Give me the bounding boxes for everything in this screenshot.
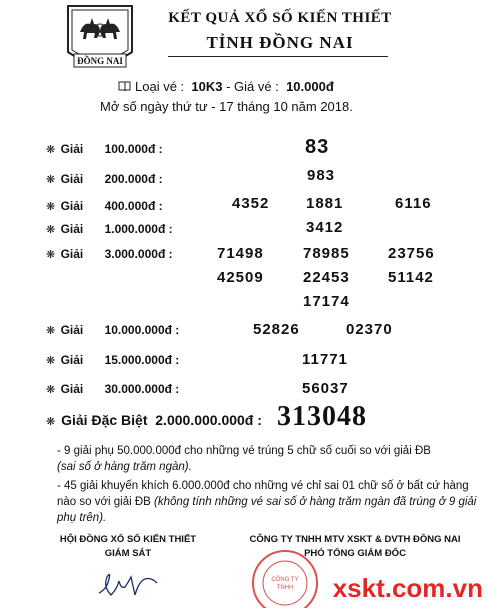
prize-number: 17174 [303,293,350,310]
document-title: KẾT QUẢ XỔ SỐ KIẾN THIẾT [168,10,392,26]
company-role: PHÓ TỔNG GIÁM ĐỐC [304,548,406,559]
prize-number: 11771 [302,351,348,368]
prize-number: 23756 [388,245,435,262]
prize-number: 4352 [232,195,270,212]
star-icon: ❋ [46,325,56,337]
ticket-code: 10K3 [191,79,223,94]
prize-number: 3412 [306,219,344,236]
svg-text:TNHH: TNHH [276,585,294,591]
ticket-price: 10.000đ [286,79,334,94]
signature [95,563,165,603]
prize-row-label: ❋ Giải 10.000.000đ : [46,323,180,337]
star-icon: ❋ [46,224,56,236]
prize-number: 22453 [303,269,350,286]
header-divider [168,56,388,57]
special-prize-label: ❋ Giải Đặc Biệt 2.000.000.000đ : [46,412,262,428]
star-icon: ❋ [46,144,56,156]
prize-number: 71498 [217,245,264,262]
prize-row-label: ❋ Giải 400.000đ : [46,199,163,213]
company-org: CÔNG TY TNHH MTV XSKT & DVTH ĐỒNG NAI [249,534,461,545]
draw-date: Mở số ngày thứ tư - 17 tháng 10 năm 2018. [100,99,353,114]
prize-number: 6116 [395,195,432,212]
prize-row-label: ❋ Giải 100.000đ : [46,142,163,156]
price-label: - Giá vé : [226,79,279,94]
prize-row-label: ❋ Giải 3.000.000đ : [46,247,173,261]
prize-number: 78985 [303,245,350,262]
prize-row-label: ❋ Giải 30.000.000đ : [46,382,180,396]
ticket-label: Loại vé : [135,79,185,94]
prize-number: 56037 [302,380,349,397]
prize-number: 51142 [388,269,434,286]
note-consolation-prizes: - 45 giải khuyến khích 6.000.000đ cho những vé chỉ sai 01 chữ số ở bất cứ hàng nào so với giải ĐB (không tính những vé sai số ở hàng trăm ngàn đã trúng ở 9 giải phụ trên). [57,480,477,524]
prize-row-label: ❋ Giải 15.000.000đ : [46,353,180,367]
prize-number: 1881 [306,195,344,212]
star-icon: ❋ [46,416,56,428]
note-supplementary-prizes: - 9 giải phụ 50.000.000đ cho những vé trúng 5 chữ số cuối so với giải ĐB (sai số ở hàng trăm ngàn). [57,445,431,473]
supervisor-block [48,533,208,561]
star-icon: ❋ [46,384,56,396]
prize-number: 02370 [346,321,393,338]
prize-number: 983 [307,167,336,184]
site-watermark: xskt.com.vn [332,573,483,603]
star-icon: ❋ [46,249,56,261]
prize-number: 42509 [217,269,264,286]
province-title: TỈNH ĐỒNG NAI [206,33,354,52]
star-icon: ❋ [46,355,56,367]
svg-text:CÔNG TY: CÔNG TY [271,577,299,583]
star-icon: ❋ [46,174,56,186]
ticket-info [118,79,334,94]
supervisor-role: GIÁM SÁT [104,548,152,559]
company-block [240,533,470,561]
special-prize-number: 313048 [277,401,367,432]
prize-row-label: ❋ Giải 1.000.000đ : [46,222,173,236]
prize-row-label: ❋ Giải 200.000đ : [46,172,163,186]
book-icon [118,81,131,92]
svg-text:ĐỒNG NAI: ĐỒNG NAI [77,56,123,66]
prize-number: 83 [305,136,330,158]
prize-number: 52826 [253,321,300,338]
dong-nai-lottery-logo [60,2,140,72]
supervisor-org: HỘI ĐỒNG XỔ SỐ KIẾN THIẾT [59,534,197,545]
star-icon: ❋ [46,201,56,213]
